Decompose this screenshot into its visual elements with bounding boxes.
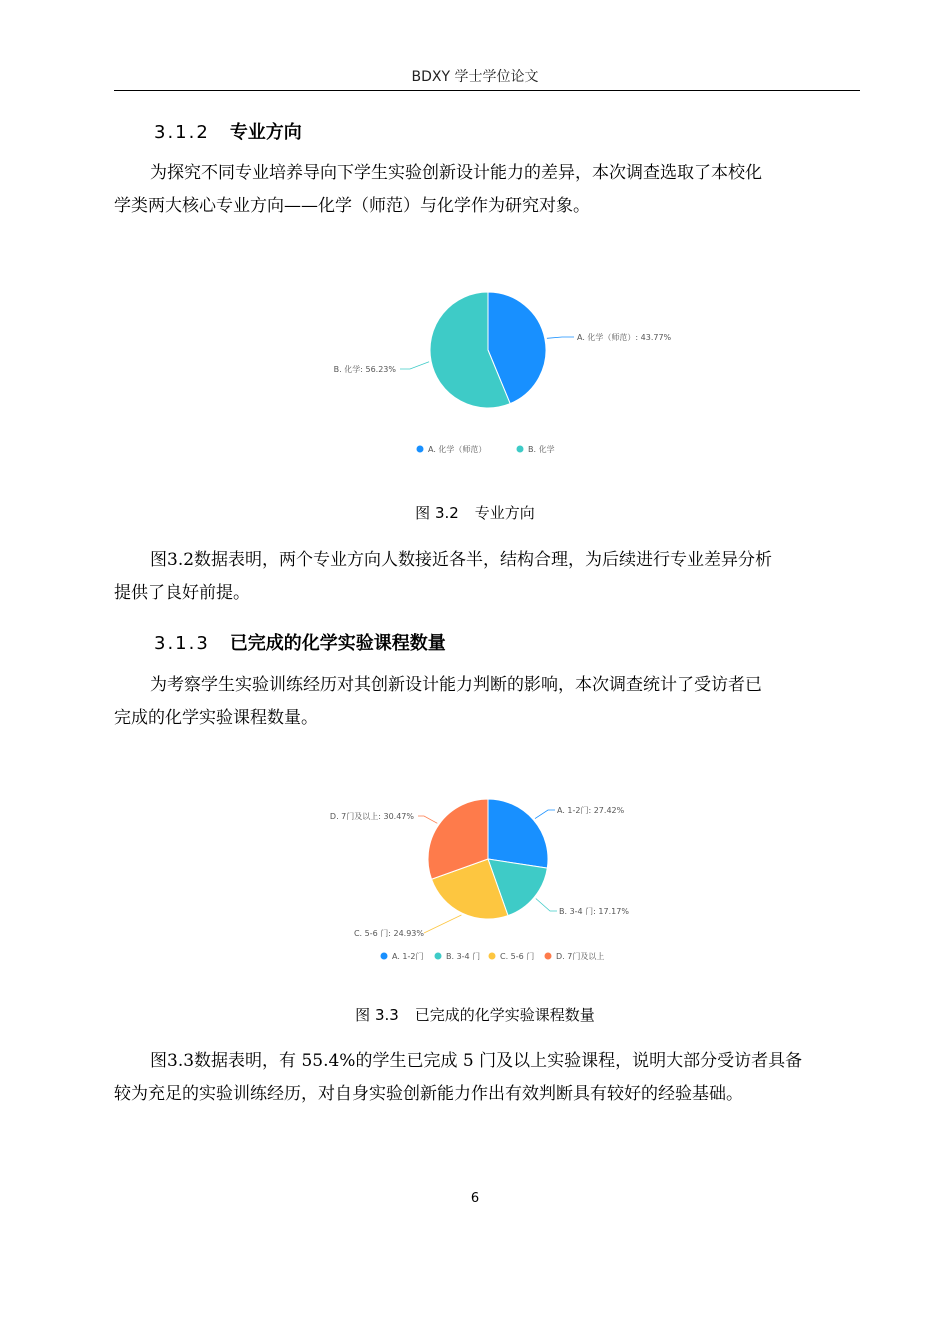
- figure-label: 图 3.2: [415, 504, 459, 522]
- slice-data-label: B. 3-4 门: 17.17%: [559, 907, 629, 916]
- paragraph-line: 提供了良好前提。: [114, 583, 250, 603]
- label-leader-line: [400, 362, 429, 369]
- label-leader-line: [536, 899, 557, 912]
- legend-marker: [517, 446, 524, 453]
- slice-data-label: A. 化学（师范）: 43.77%: [577, 333, 672, 342]
- figure-title: 专业方向: [474, 504, 535, 522]
- pie-chart-lab-course-count: [300, 788, 700, 968]
- figure-caption: [0, 502, 950, 523]
- paragraph-line: 学类两大核心专业方向——化学（师范）与化学作为研究对象。: [114, 196, 590, 216]
- figure-analysis-paragraph: [114, 544, 860, 610]
- section-intro-paragraph: [114, 157, 860, 223]
- legend-item-label: A. 1-2门: [392, 952, 424, 961]
- legend-item-label: A. 化学（师范）: [428, 445, 487, 454]
- section-number: 3.1.2: [154, 122, 210, 143]
- legend-item-label: B. 化学: [528, 445, 555, 454]
- slice-data-label: A. 1-2门: 27.42%: [557, 806, 625, 815]
- pie-slice: [488, 799, 548, 868]
- section-intro-paragraph: [114, 669, 860, 735]
- paragraph-line: 为探究不同专业培养导向下学生实验创新设计能力的差异，本次调查选取了本校化: [150, 163, 762, 183]
- figure-label: 图 3.3: [355, 1006, 399, 1024]
- paragraph-line: 完成的化学实验课程数量。: [114, 708, 318, 728]
- legend-item-label: B. 3-4 门: [446, 952, 481, 961]
- legend-marker: [417, 446, 424, 453]
- legend-marker: [545, 953, 552, 960]
- label-leader-line: [424, 915, 461, 933]
- paragraph-line: 图3.3数据表明，有 55.4%的学生已完成 5 门及以上实验课程，说明大部分受访者具备: [150, 1051, 803, 1071]
- legend-item-label: D. 7门及以上: [556, 952, 605, 961]
- section-number: 3.1.3: [154, 633, 210, 654]
- label-leader-line: [418, 816, 437, 823]
- section-heading: [154, 118, 302, 144]
- paragraph-line: 图3.2数据表明，两个专业方向人数接近各半，结构合理，为后续进行专业差异分析: [150, 550, 773, 570]
- figure-title: 已完成的化学实验课程数量: [414, 1006, 595, 1024]
- header-rule: [114, 90, 860, 91]
- page-number: 6: [470, 1191, 480, 1206]
- slice-data-label: C. 5-6 门: 24.93%: [353, 929, 424, 938]
- page-header-title: BDXY 学士学位论文: [411, 69, 539, 85]
- paragraph-line: 为考察学生实验训练经历对其创新设计能力判断的影响，本次调查统计了受访者已: [150, 675, 762, 695]
- figure-caption: [0, 1004, 950, 1025]
- legend-marker: [435, 953, 442, 960]
- legend-marker: [381, 953, 388, 960]
- legend-item-label: C. 5-6 门: [500, 952, 535, 961]
- label-leader-line: [535, 810, 555, 819]
- slice-data-label: B. 化学: 56.23%: [333, 365, 396, 374]
- figure-analysis-paragraph: [114, 1045, 860, 1111]
- section-title: 已完成的化学实验课程数量: [229, 633, 446, 654]
- legend-marker: [489, 953, 496, 960]
- slice-data-label: D. 7门及以上: 30.47%: [329, 812, 414, 821]
- paragraph-line: 较为充足的实验训练经历，对自身实验创新能力作出有效判断具有较好的经验基础。: [114, 1084, 743, 1104]
- label-leader-line: [547, 337, 574, 338]
- section-heading: [154, 629, 446, 655]
- pie-chart-major-direction: [300, 280, 700, 465]
- section-title: 专业方向: [229, 122, 302, 143]
